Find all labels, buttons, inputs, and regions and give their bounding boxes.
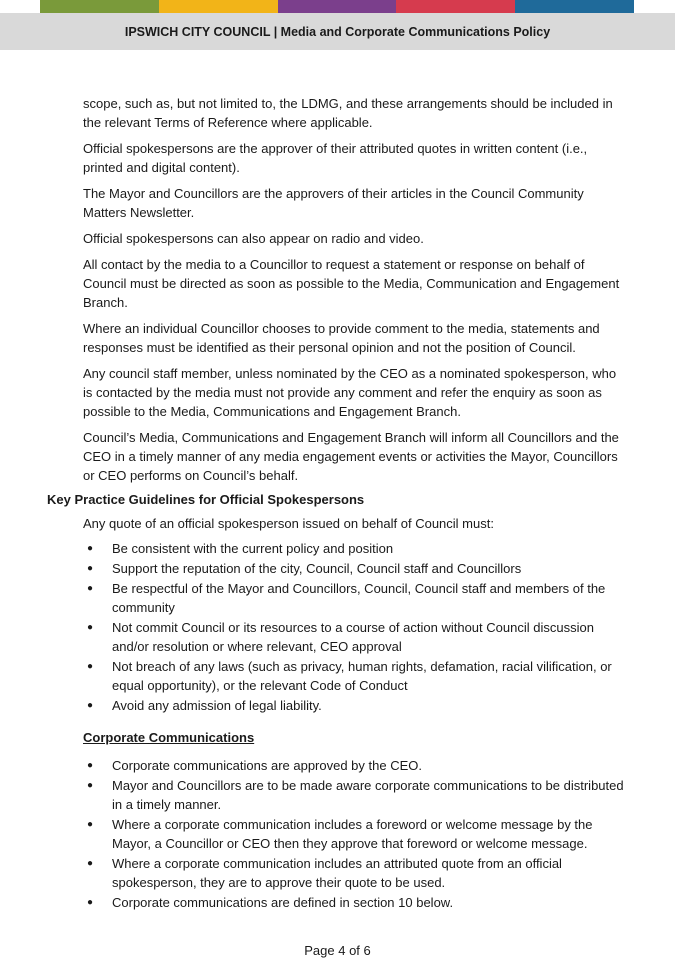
list-item: ● Be respectful of the Mayor and Councillors, Council, Council staff and members of the community <box>83 579 628 617</box>
color-segment-red <box>396 0 515 13</box>
corporate-communications-list <box>83 756 628 912</box>
corporate-communications-section <box>83 756 628 913</box>
page-number: Page 4 of 6 <box>304 943 371 958</box>
paragraph: Official spokespersons are the approver of their attributed quotes in written content (i.e., printed and digital content). <box>83 141 588 175</box>
list-item: ● Support the reputation of the city, Council, Council staff and Councillors <box>83 559 628 578</box>
document-header <box>0 13 675 50</box>
list-item: ● Be consistent with the current policy and position <box>83 539 628 558</box>
list-item: ● Avoid any admission of legal liability. <box>83 696 628 715</box>
document-title: IPSWICH CITY COUNCIL | Media and Corporate Communications Policy <box>124 25 551 39</box>
color-segment-blue <box>515 0 634 13</box>
key-practice-list <box>83 539 628 715</box>
list-item: ● Not breach of any laws (such as privacy, human rights, defamation, racial vilification, or equal opportunity), or the relevant Code of Conduct <box>83 657 628 695</box>
key-practice-intro: Any quote of an official spokesperson issued on behalf of Council must: <box>83 516 494 531</box>
list-item: ● Not commit Council or its resources to a course of action without Council discussion and/or resolution or where relevant, CEO approval <box>83 618 628 656</box>
corporate-communications-heading: Corporate Communications <box>83 730 255 745</box>
color-segment-yellow <box>159 0 278 13</box>
key-practice-section <box>83 514 628 716</box>
paragraph: All contact by the media to a Councillor to request a statement or response on behalf of Council must be directed as soon as possible to the Media, Communication and Engagement Branch. <box>83 257 620 310</box>
paragraph: Where an individual Councillor chooses to provide comment to the media, statements and responses must be identified as their personal opinion and not the position of Council. <box>83 321 600 355</box>
list-item: ● Where a corporate communication includes an attributed quote from an official spokesperson, they are to approve their quote to be used. <box>83 854 628 892</box>
list-item: ● Corporate communications are approved by the CEO. <box>83 756 628 775</box>
paragraph: The Mayor and Councillors are the approvers of their articles in the Council Community Matters Newsletter. <box>83 186 584 220</box>
paragraph: Official spokespersons can also appear on radio and video. <box>83 231 424 246</box>
header-color-bar <box>40 0 634 13</box>
color-segment-purple <box>278 0 397 13</box>
list-item: ● Mayor and Councillors are to be made aware corporate communications to be distributed in a timely manner. <box>83 776 628 814</box>
key-practice-heading: Key Practice Guidelines for Official Spokespersons <box>47 492 365 507</box>
list-item: ● Corporate communications are defined in section 10 below. <box>83 893 628 912</box>
body-section <box>83 94 628 492</box>
color-segment-green <box>40 0 159 13</box>
paragraph: scope, such as, but not limited to, the LDMG, and these arrangements should be included in the relevant Terms of Reference where applicable. <box>83 96 613 130</box>
page-footer <box>0 941 675 960</box>
paragraph: Any council staff member, unless nominated by the CEO as a nominated spokesperson, who is contacted by the media must not provide any comment and refer the enquiry as soon as possible to the Media, Communications and Engagement Branch. <box>83 366 617 419</box>
list-item: ● Where a corporate communication includes a foreword or welcome message by the Mayor, a Councillor or CEO then they approve that foreword or welcome message. <box>83 815 628 853</box>
paragraph: Council’s Media, Communications and Engagement Branch will inform all Councillors and the CEO in a timely manner of any media engagement events or activities the Mayor, Councillors or CEO performs on Council’s behalf. <box>83 430 619 483</box>
